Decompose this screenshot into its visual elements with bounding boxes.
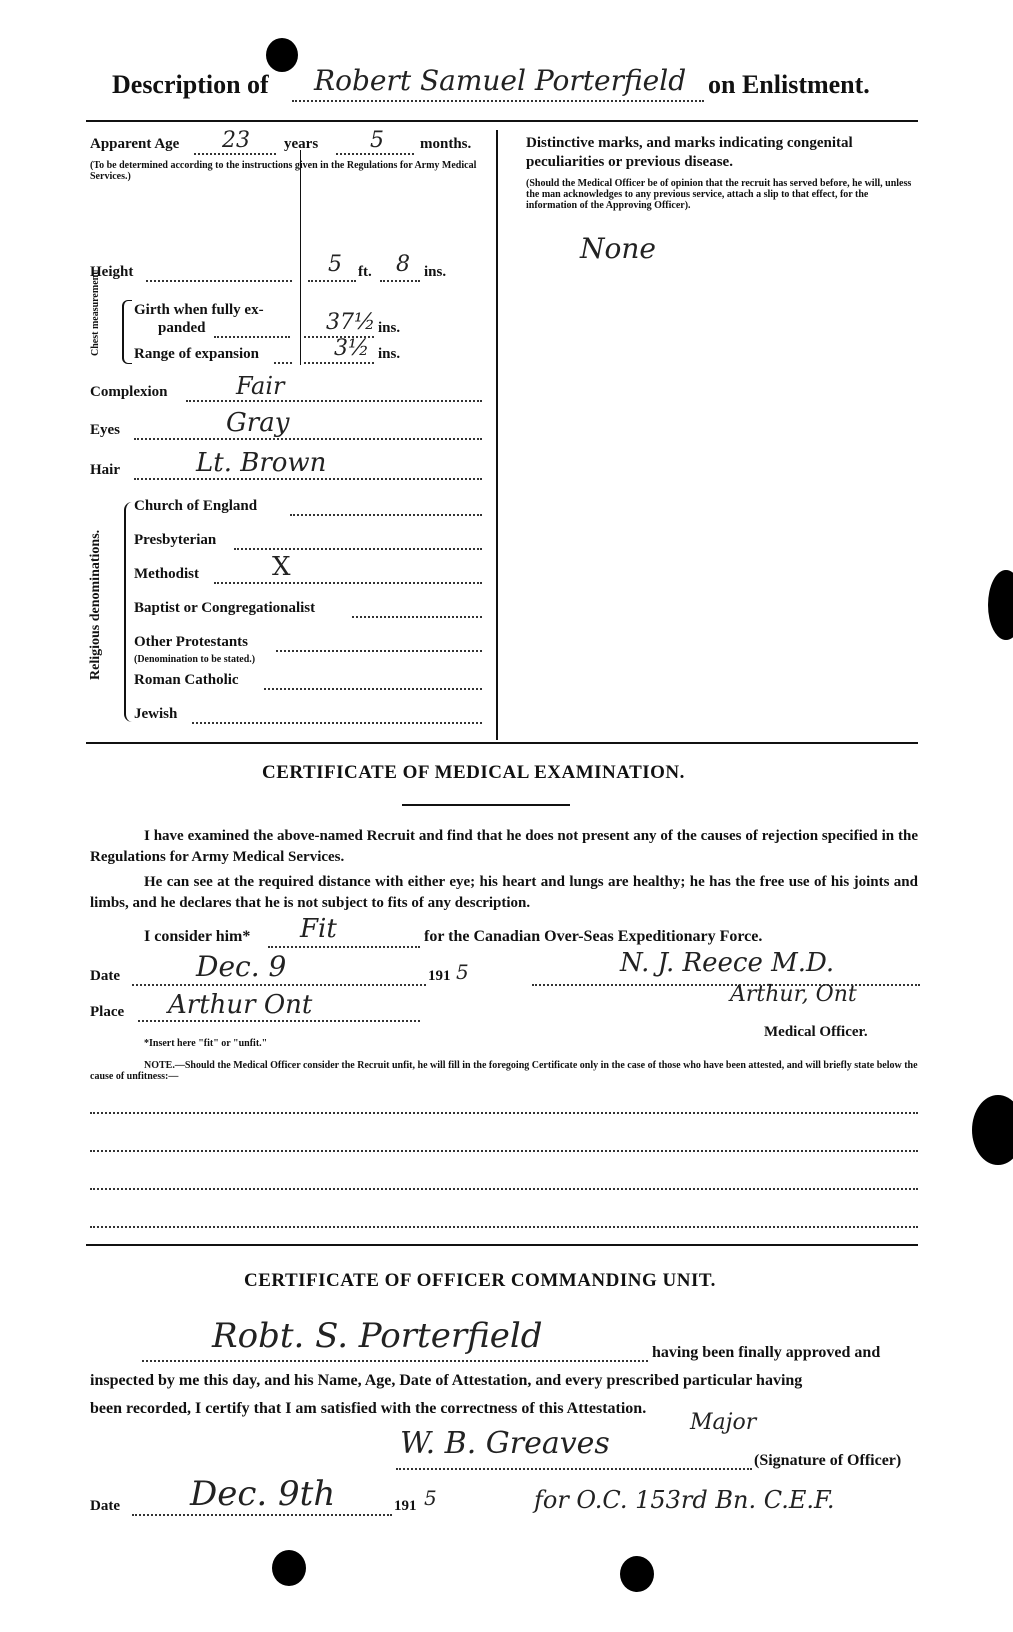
marks-heading: Distinctive marks, and marks indicating congenital peculiarities or previous disease. <box>526 135 853 170</box>
complexion-label: Complexion <box>90 384 168 400</box>
height-ins-label: ins. <box>424 264 447 280</box>
jewish-line <box>192 722 482 724</box>
title-suffix: on Enlistment. <box>708 70 870 99</box>
section-rule-1 <box>86 742 918 744</box>
hair-value: Lt. Brown <box>196 448 327 478</box>
religion-methodist: Methodist <box>134 566 199 582</box>
unfitness-line-3 <box>90 1188 918 1190</box>
hair-label: Hair <box>90 462 120 478</box>
hair-line <box>134 478 482 480</box>
height-leader <box>146 280 292 282</box>
commanding-year-handwritten: 5 <box>424 1486 437 1510</box>
church-of-england-line <box>290 514 482 516</box>
eyes-label: Eyes <box>90 422 120 438</box>
religion-jewish: Jewish <box>134 706 178 722</box>
commanding-line-2: inspected by me this day, and his Name, Age, Date of Attestation, and every prescribed particular having <box>90 1372 803 1389</box>
force-label: for the Canadian Over-Seas Expeditionary Force. <box>424 928 763 945</box>
religion-other-protestants: Other Protestants <box>134 634 249 650</box>
range-label: Range of expansion <box>134 346 260 362</box>
age-label: Apparent Age <box>90 136 180 152</box>
medical-place-label: Place <box>90 1004 125 1020</box>
consider-line <box>268 946 420 948</box>
eyes-line <box>134 438 482 440</box>
medical-place-line <box>138 1020 420 1022</box>
girth-label-1: Girth when fully ex- <box>134 302 264 318</box>
recruit-name: Robert Samuel Porterfield <box>314 64 687 97</box>
religious-denominations-label: Religious denominations. <box>88 529 103 680</box>
medical-paragraph-2 <box>90 872 918 914</box>
other-protestants-line <box>276 650 482 652</box>
religion-baptist: Baptist or Congregationalist <box>134 600 316 616</box>
range-value-line <box>304 362 374 364</box>
commanding-date-value: Dec. 9th <box>190 1474 336 1514</box>
medical-title-underline <box>402 804 570 806</box>
section-rule-2 <box>86 1244 918 1246</box>
age-months-value: 5 <box>370 128 384 153</box>
commanding-line-3: been recorded, I certify that I am satisfied with the correctness of this Attestation. <box>90 1400 647 1417</box>
presbyterian-line <box>234 548 482 550</box>
unfitness-line-1 <box>90 1112 918 1114</box>
unfit-note-prefix: NOTE. <box>144 1060 175 1071</box>
ink-blot-top <box>266 38 298 72</box>
medical-paragraph-1 <box>90 826 918 868</box>
height-ft-line <box>308 280 356 282</box>
medical-year-printed: 191 <box>428 968 451 984</box>
eyes-value: Gray <box>226 408 290 438</box>
months-label: months. <box>420 136 472 152</box>
age-note: (To be determined according to the instructions given in the Regulations for Army Medical Services.) <box>90 160 477 182</box>
religion-bracket <box>124 502 132 722</box>
height-label: Height <box>90 264 134 280</box>
baptist-line <box>352 616 482 618</box>
height-ft-value: 5 <box>328 252 342 277</box>
religion-presbyterian: Presbyterian <box>134 532 217 548</box>
medical-date-label: Date <box>90 968 120 984</box>
commanding-date-line <box>132 1514 392 1516</box>
age-years-line <box>194 153 276 155</box>
chest-bracket <box>122 300 132 364</box>
range-leader <box>274 362 292 364</box>
commanding-name-line <box>142 1360 648 1362</box>
ft-label: ft. <box>358 264 372 280</box>
religion-roman-catholic: Roman Catholic <box>134 672 239 688</box>
range-value: 3½ <box>334 336 370 361</box>
medical-signature-line <box>532 984 920 986</box>
methodist-mark: X <box>272 552 291 582</box>
medical-place-value: Arthur Ont <box>168 990 313 1020</box>
religion-church-of-england: Church of England <box>134 498 258 514</box>
complexion-value: Fair <box>236 372 285 400</box>
other-protestants-note: (Denomination to be stated.) <box>134 654 256 665</box>
header-rule <box>86 120 918 122</box>
girth-value: 37½ <box>326 310 376 335</box>
girth-label-2: panded <box>158 320 206 336</box>
age-years-value: 23 <box>222 128 250 153</box>
unfitness-line-4 <box>90 1226 918 1228</box>
methodist-line <box>214 582 482 584</box>
title-prefix: Description of <box>112 70 269 99</box>
commanding-signature-line <box>396 1468 752 1470</box>
ink-blot-right-upper <box>988 570 1013 640</box>
medical-cert-title: CERTIFICATE OF MEDICAL EXAMINATION. <box>262 762 685 783</box>
medical-paragraph-2-text: He can see at the required distance with either eye; his heart and lungs are healthy; he has the free use of his joints and limbs, and he declares that he is not subject to fits of any description. <box>90 874 918 911</box>
girth-leader <box>214 336 290 338</box>
unfitness-line-2 <box>90 1150 918 1152</box>
medical-year-handwritten: 5 <box>456 960 469 984</box>
commanding-approved-text: having been finally approved and <box>652 1344 881 1361</box>
medical-paragraph-1-text: I have examined the above-named Recruit and find that he does not present any of the causes of rejection specified in the Regulations for Army Medical Services. <box>90 828 918 865</box>
height-in-value: 8 <box>396 252 410 277</box>
roman-catholic-line <box>264 688 482 690</box>
commanding-signature: W. B. Greaves <box>400 1426 610 1461</box>
years-label: years <box>284 136 319 152</box>
complexion-line <box>186 400 482 402</box>
commanding-recruit-name: Robt. S. Porterfield <box>212 1316 543 1356</box>
medical-date-line <box>132 984 426 986</box>
medical-signature-place: Arthur, Ont <box>730 982 857 1007</box>
consider-value: Fit <box>300 914 337 944</box>
height-in-line <box>380 280 420 282</box>
consider-label: I consider him* <box>144 928 251 945</box>
ink-blot-right-lower <box>972 1095 1013 1165</box>
ink-blot-bottom-left <box>272 1550 306 1586</box>
commanding-rank: Major <box>690 1410 757 1435</box>
commanding-date-label: Date <box>90 1498 120 1514</box>
signature-of-officer-label: (Signature of Officer) <box>754 1452 902 1469</box>
medical-date-value: Dec. 9 <box>196 950 287 983</box>
center-column-divider <box>496 130 498 740</box>
insert-note: *Insert here "fit" or "unfit." <box>144 1038 268 1049</box>
title-name-line <box>292 100 704 102</box>
age-months-line <box>336 153 414 155</box>
medical-officer-label: Medical Officer. <box>764 1024 868 1040</box>
commanding-cert-title: CERTIFICATE OF OFFICER COMMANDING UNIT. <box>244 1270 716 1291</box>
girth-ins-label: ins. <box>378 320 401 336</box>
medical-signature: N. J. Reece M.D. <box>620 948 835 978</box>
marks-note: (Should the Medical Officer be of opinion that the recruit has served before, he will, unless the man acknowledges to any previous service, attach a slip to that effect, for the information of the Approving Officer). <box>526 178 912 211</box>
commanding-unit: for O.C. 153rd Bn. C.E.F. <box>534 1486 835 1514</box>
range-ins-label: ins. <box>378 346 401 362</box>
unfit-note-text: —Should the Medical Officer consider the Recruit unfit, he will fill in the foregoing Certificate only in the case of those who have been attested, and will briefly state below the cause of unfitness:— <box>90 1060 918 1082</box>
marks-value: None <box>580 232 656 265</box>
commanding-year-printed: 191 <box>394 1498 417 1514</box>
ink-blot-bottom-right <box>620 1556 654 1592</box>
unfit-note <box>90 1060 918 1082</box>
chest-measurement-label: Chest measurement <box>90 271 101 356</box>
left-column-divider <box>300 150 301 365</box>
